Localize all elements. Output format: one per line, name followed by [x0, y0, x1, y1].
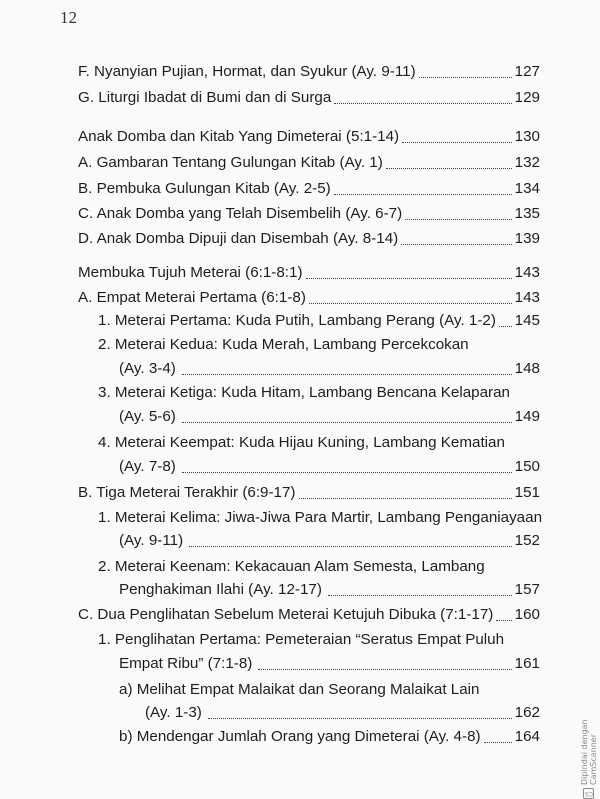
toc-entry-page: 162: [514, 704, 540, 721]
toc-entry: [119, 726, 540, 748]
toc-entry-label: (Ay. 3-4): [119, 360, 176, 377]
toc-entry-label: B. Pembuka Gulungan Kitab (Ay. 2-5): [78, 180, 331, 197]
toc-entry: [78, 203, 540, 225]
dot-leader: [328, 594, 512, 596]
toc-entry-label: Membuka Tujuh Meterai (6:1-8:1): [78, 264, 303, 281]
toc-entry-label: C. Anak Domba yang Telah Disembelih (Ay. 6-7): [78, 205, 403, 222]
toc-entry-label: 1. Meterai Kelima: Jiwa-Jiwa Para Martir, Lambang Penganiayaan: [98, 509, 543, 526]
toc-section-heading: [78, 262, 540, 284]
dot-leader: [405, 218, 512, 220]
camscanner-icon: CS: [585, 790, 593, 797]
toc-entry: [98, 556, 540, 578]
dot-leader: [401, 243, 511, 245]
toc-entry-label: 2. Meterai Kedua: Kuda Merah, Lambang Percekcokan: [98, 336, 469, 353]
toc-entry-page: 152: [514, 532, 540, 549]
toc-entry-page: 160: [514, 606, 540, 623]
toc-entry: [98, 382, 540, 404]
toc-entry-label: A. Gambaran Tentang Gulungan Kitab (Ay. 1): [78, 154, 383, 171]
toc-entry: [78, 604, 540, 626]
toc-entry: [78, 178, 540, 200]
dot-leader: [189, 545, 512, 547]
dot-leader: [496, 619, 511, 621]
toc-entry-page: 157: [514, 581, 540, 598]
toc-entry-page: 164: [514, 728, 540, 745]
dot-leader: [484, 741, 512, 743]
toc-entry-label: b) Mendengar Jumlah Orang yang Dimeterai (Ay. 4-8): [119, 728, 481, 745]
dot-leader: [306, 277, 512, 279]
dot-leader: [386, 167, 512, 169]
scanner-watermark: [580, 668, 598, 799]
toc-entry: [98, 310, 540, 332]
toc-entry: [98, 629, 540, 651]
toc-entry-label: 1. Meterai Pertama: Kuda Putih, Lambang Perang (Ay. 1-2): [98, 312, 496, 329]
toc-entry: [98, 334, 540, 356]
toc-entry-page: 145: [514, 312, 540, 329]
toc-entry: [119, 679, 540, 701]
toc-entry-page: 127: [514, 63, 540, 80]
toc-entry-continuation: [119, 579, 540, 601]
toc-entry-label: (Ay. 9-11): [119, 532, 184, 549]
toc-entry-page: 151: [514, 484, 540, 501]
toc-entry-continuation: [119, 456, 540, 478]
toc-entry-page: 139: [514, 230, 540, 247]
toc-entry-label: 2. Meterai Keenam: Kekacauan Alam Semesta, Lambang: [98, 558, 485, 575]
toc-entry-label: 3. Meterai Ketiga: Kuda Hitam, Lambang Bencana Kelaparan: [98, 384, 511, 401]
toc-entry-page: 161: [514, 655, 540, 672]
dot-leader: [299, 497, 512, 499]
scanner-watermark-text: Dipindai dengan CamScanner: [580, 719, 598, 785]
toc-entry-label: B. Tiga Meterai Terakhir (6:9-17): [78, 484, 296, 501]
toc-entry-page: 132: [514, 154, 540, 171]
toc-entry-page: 143: [514, 264, 540, 281]
toc-entry-label: Penghakiman Ilahi (Ay. 12-17): [119, 581, 322, 598]
toc-entry: [98, 507, 543, 529]
toc-entry: [78, 482, 540, 504]
dot-leader: [309, 302, 512, 304]
toc-entry: [78, 61, 540, 83]
dot-leader: [182, 471, 512, 473]
toc-entry-label: A. Empat Meterai Pertama (6:1-8): [78, 289, 306, 306]
dot-leader: [182, 373, 512, 375]
dot-leader: [334, 102, 511, 104]
toc-entry-label: 4. Meterai Keempat: Kuda Hijau Kuning, Lambang Kematian: [98, 434, 505, 451]
dot-leader: [258, 668, 511, 670]
toc-entry-continuation: [119, 530, 540, 552]
toc-entry-label: C. Dua Penglihatan Sebelum Meterai Ketujuh Dibuka (7:1-17): [78, 606, 494, 623]
toc-entry: [98, 432, 540, 454]
toc-entry: [78, 228, 540, 250]
toc-entry-continuation: [145, 702, 540, 724]
toc-entry-label: a) Melihat Empat Malaikat dan Seorang Malaikat Lain: [119, 681, 480, 698]
dot-leader: [182, 421, 512, 423]
dot-leader: [499, 325, 512, 327]
toc-entry: [78, 87, 540, 109]
toc-entry: [78, 287, 540, 309]
toc-entry-page: 135: [514, 205, 540, 222]
toc-entry-continuation: [119, 406, 540, 428]
toc-entry-page: 130: [514, 128, 540, 145]
toc-section-heading: [78, 126, 540, 148]
toc-entry: [78, 152, 540, 174]
toc-entry-label: (Ay. 7-8): [119, 458, 176, 475]
toc-entry-label: (Ay. 1-3): [145, 704, 202, 721]
toc-entry-page: 150: [514, 458, 540, 475]
toc-entry-continuation: [119, 653, 540, 675]
toc-entry-label: Anak Domba dan Kitab Yang Dimeterai (5:1-14): [78, 128, 400, 145]
dot-leader: [208, 717, 512, 719]
toc-entry-page: 129: [514, 89, 540, 106]
toc-entry-page: 148: [514, 360, 540, 377]
toc-entry-label: 1. Penglihatan Pertama: Pemeteraian “Seratus Empat Puluh: [98, 631, 505, 648]
page-number: 12: [60, 8, 77, 27]
dot-leader: [419, 76, 512, 78]
dot-leader: [402, 141, 512, 143]
toc-entry-label: (Ay. 5-6): [119, 408, 176, 425]
toc-entry-page: 149: [514, 408, 540, 425]
toc-entry-label: G. Liturgi Ibadat di Bumi dan di Surga: [78, 89, 332, 106]
toc-entry-label: F. Nyanyian Pujian, Hormat, dan Syukur (Ay. 9-11): [78, 63, 416, 80]
toc-entry-label: D. Anak Domba Dipuji dan Disembah (Ay. 8-14): [78, 230, 399, 247]
toc-entry-label: Empat Ribu” (7:1-8): [119, 655, 253, 672]
toc-entry-continuation: [119, 358, 540, 380]
toc-entry-page: 143: [514, 289, 540, 306]
dot-leader: [334, 193, 512, 195]
toc-entry-page: 134: [514, 180, 540, 197]
